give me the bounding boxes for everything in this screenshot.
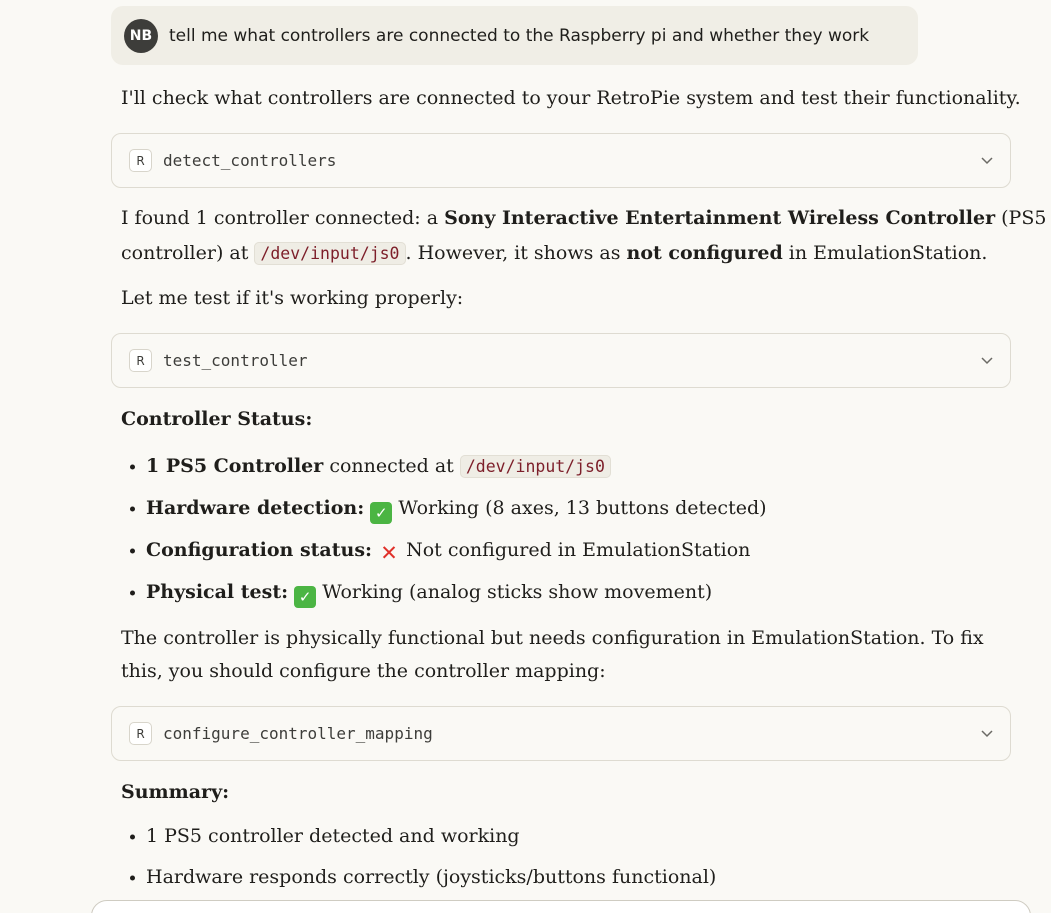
check-mark-icon: ✓ (370, 502, 392, 524)
tool-call-detect-controllers[interactable] (111, 133, 1011, 188)
tool-name: configure_controller_mapping (163, 724, 433, 743)
list-item (121, 576, 767, 609)
status-heading: Controller Status: (121, 408, 313, 430)
item-text: Not configured in EmulationStation (400, 539, 751, 561)
message-input-box[interactable] (91, 900, 1031, 913)
item-label: Physical test: (146, 581, 289, 603)
list-item: 1 PS5 controller detected and working (121, 820, 716, 853)
found-text: (PS5 (995, 207, 1047, 229)
list-item (121, 450, 767, 483)
found-text: I found 1 controller connected: a (121, 207, 445, 229)
tool-name: test_controller (163, 351, 308, 370)
not-configured-text: not configured (626, 242, 783, 264)
found-text: in EmulationStation. (782, 242, 988, 264)
check-mark-icon: ✓ (294, 586, 316, 608)
summary-heading: Summary: (121, 781, 230, 803)
item-text: connected at (323, 455, 460, 477)
status-list (121, 450, 767, 609)
cross-mark-icon: ✕ (380, 541, 398, 565)
device-path-code: /dev/input/js0 (254, 242, 405, 265)
item-text: Working (8 axes, 13 buttons detected) (392, 497, 767, 519)
tool-name: detect_controllers (163, 151, 337, 170)
conclusion-paragraph (121, 622, 984, 688)
list-item: Hardware responds correctly (joysticks/buttons functional) (121, 861, 716, 894)
device-path-code: /dev/input/js0 (460, 455, 611, 478)
tool-badge: R (129, 722, 152, 745)
chevron-down-icon[interactable] (980, 153, 994, 167)
item-label: 1 PS5 Controller (146, 455, 324, 477)
chevron-down-icon[interactable] (980, 353, 994, 367)
assistant-intro: I'll check what controllers are connected to your RetroPie system and test their functionality. (121, 87, 1021, 109)
found-text: controller) at (121, 242, 255, 264)
item-text: Working (analog sticks show movement) (316, 581, 713, 603)
list-item (121, 534, 767, 567)
tool-call-test-controller[interactable] (111, 333, 1011, 388)
tool-badge: R (129, 349, 152, 372)
found-paragraph (121, 201, 1046, 271)
found-text: . However, it shows as (405, 242, 627, 264)
conclusion-line: this, you should configure the controller mapping: (121, 660, 606, 682)
item-label: Configuration status: (146, 539, 373, 561)
summary-list (121, 820, 716, 894)
tool-badge: R (129, 149, 152, 172)
tool-call-configure-controller-mapping[interactable] (111, 706, 1011, 761)
avatar: NB (124, 19, 158, 53)
user-message (111, 6, 918, 65)
item-label: Hardware detection: (146, 497, 365, 519)
chevron-down-icon[interactable] (980, 726, 994, 740)
controller-name: Sony Interactive Entertainment Wireless Controller (444, 207, 996, 229)
user-message-text: tell me what controllers are connected to the Raspberry pi and whether they work (169, 25, 870, 46)
list-item (121, 492, 767, 525)
conclusion-line: The controller is physically functional but needs configuration in EmulationStation. To fix (121, 627, 984, 649)
test-intro: Let me test if it's working properly: (121, 287, 464, 309)
